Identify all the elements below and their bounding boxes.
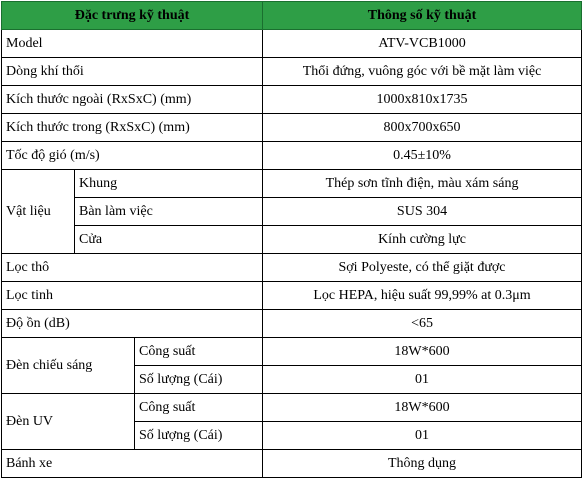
table-row (2, 198, 582, 226)
row-value: 01 (263, 366, 582, 394)
header-spec: Thông số kỹ thuật (263, 2, 582, 30)
row-label: Kích thước trong (RxSxC) (mm) (2, 114, 263, 142)
row-value: Thép sơn tĩnh điện, màu xám sáng (263, 170, 582, 198)
row-sublabel: Bàn làm việc (75, 198, 263, 226)
table-row (2, 58, 582, 86)
table-row (2, 394, 582, 422)
table-row (2, 30, 582, 58)
row-label: Dòng khí thổi (2, 58, 263, 86)
table-row (2, 114, 582, 142)
row-value: Lọc HEPA, hiệu suất 99,99% at 0.3μm (263, 282, 582, 310)
row-value: 0.45±10% (263, 142, 582, 170)
row-value: Thổi đứng, vuông góc với bề mặt làm việc (263, 58, 582, 86)
header-feature: Đặc trưng kỹ thuật (2, 2, 263, 30)
row-sublabel: Số lượng (Cái) (135, 422, 263, 450)
row-value: Kính cường lực (263, 226, 582, 254)
row-sublabel: Công suất (135, 338, 263, 366)
row-label: Độ ồn (dB) (2, 310, 263, 338)
row-label: Bánh xe (2, 450, 263, 478)
row-value: 18W*600 (263, 338, 582, 366)
table-row (2, 142, 582, 170)
row-sublabel: Khung (75, 170, 263, 198)
group-label-material: Vật liệu (2, 170, 75, 254)
row-label: Lọc tinh (2, 282, 263, 310)
row-label: Model (2, 30, 263, 58)
row-value: Thông dụng (263, 450, 582, 478)
table-row (2, 226, 582, 254)
row-label: Kích thước ngoài (RxSxC) (mm) (2, 86, 263, 114)
row-value: 01 (263, 422, 582, 450)
table-row (2, 254, 582, 282)
row-value: Sợi Polyeste, có thể giặt được (263, 254, 582, 282)
row-value: SUS 304 (263, 198, 582, 226)
row-sublabel: Số lượng (Cái) (135, 366, 263, 394)
table-row (2, 338, 582, 366)
table-row (2, 450, 582, 478)
row-label: Tốc độ gió (m/s) (2, 142, 263, 170)
row-value: 800x700x650 (263, 114, 582, 142)
table-row (2, 310, 582, 338)
group-label-lighting: Đèn chiếu sáng (2, 338, 135, 394)
spec-table (1, 1, 582, 478)
row-value: 18W*600 (263, 394, 582, 422)
table-row (2, 170, 582, 198)
row-value: 1000x810x1735 (263, 86, 582, 114)
row-sublabel: Công suất (135, 394, 263, 422)
table-row (2, 282, 582, 310)
row-sublabel: Cửa (75, 226, 263, 254)
table-header-row (2, 2, 582, 30)
row-value: ATV-VCB1000 (263, 30, 582, 58)
row-label: Lọc thô (2, 254, 263, 282)
row-value: <65 (263, 310, 582, 338)
group-label-uv-lamp: Đèn UV (2, 394, 135, 450)
table-row (2, 86, 582, 114)
